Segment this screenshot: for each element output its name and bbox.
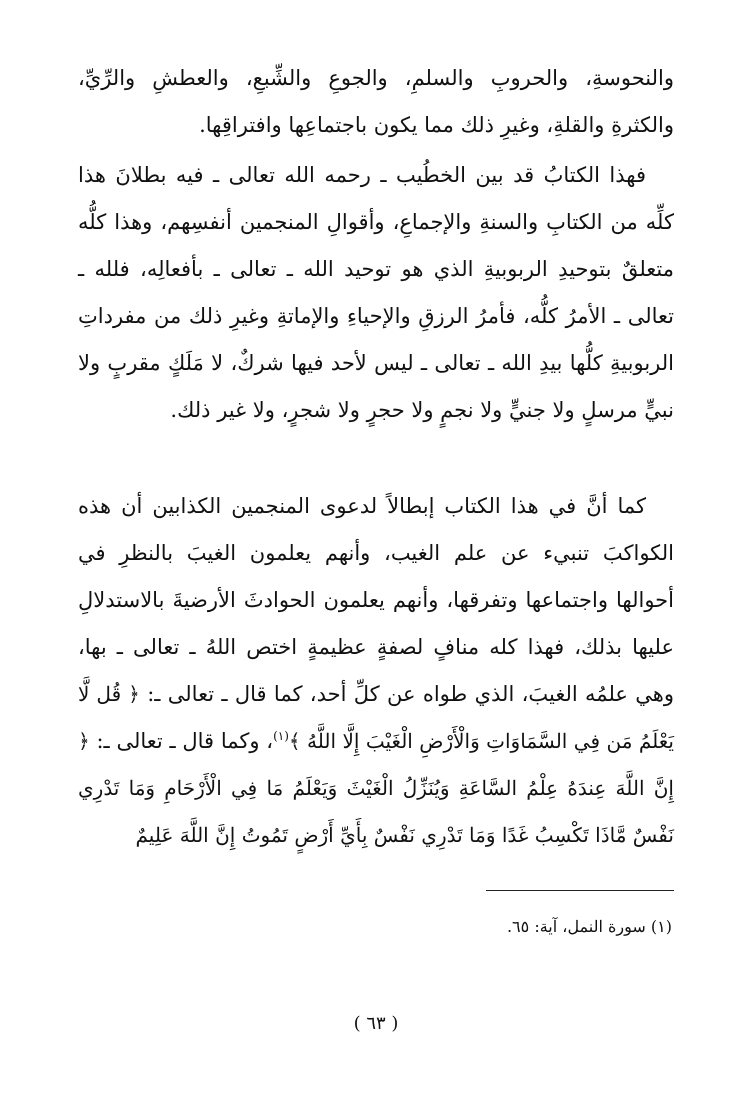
footnote-marker-1: (١) xyxy=(273,729,289,743)
page-number: ( ٦٣ ) xyxy=(353,1013,399,1034)
paragraph-3-text xyxy=(78,483,674,859)
quran-verse-2: ﴿ إِنَّ اللَّهَ عِندَهُ عِلْمُ السَّاعَةِ وَيُنَزِّلُ الْغَيْثَ وَيَعْلَمُ مَا فِي الْأَرْحَامِ وَمَا تَدْرِي نَفْسٌ مَّاذَا تَكْسِبُ غَدًا وَمَا تَدْرِي نَفْسٌ بِأَيِّ أَرْضٍ تَمُوتُ إِنَّ اللَّهَ عَلِيمٌ xyxy=(78,729,674,847)
footnote: (١) سورة النمل، آية: ٦٥. xyxy=(506,917,672,936)
paragraph-2 xyxy=(78,152,674,434)
paragraph-3-intro: كما أنَّ في هذا الكتاب إبطالاً لدعوى المنجمين الكذابين أن هذه الكواكبَ تنبيء عن علم الغيب، وأنهم يعلمون الغيبَ بالنظرِ في أحوالها واجتماعها وتفرقها، وأنهم يعلمون الحوادثَ الأرضيةَ بالاستدلالِ عليها بذلك، فهذا كله منافٍ لصفةٍ عظيمةٍ اختص اللهُ ـ تعالى ـ بها، وهي علمُه الغيبَ، الذي طواه عن كلِّ أحد، كما قال ـ تعالى ـ: xyxy=(78,494,674,706)
quran-verse-1: ﴿ قُل لَّا يَعْلَمُ مَن فِي السَّمَاوَاتِ وَالْأَرْضِ الْغَيْبَ إِلَّا اللَّهُ ﴾ xyxy=(78,682,674,753)
paragraph-3 xyxy=(78,483,674,859)
paragraph-1 xyxy=(78,55,674,149)
paragraph-2-text: فهذا الكتابُ قد بين الخطُيب ـ رحمه الله تعالى ـ فيه بطلانَ هذا كلِّه من الكتابِ والسنةِ والإجماعِ، وأقوالِ المنجمين أنفسِهم، وهذا كلُّه متعلقٌ بتوحيدِ الربوبيةِ الذي هو توحيد الله ـ تعالى ـ بأفعالِه، فلله ـ تعالى ـ الأمرُ كلُّه، فأمرُ الرزقِ والإحياءِ والإماتةِ وغيرِ ذلك من مفرداتِ الربوبيةِ كلُّها بيدِ الله ـ تعالى ـ ليس لأحد فيها شركٌ، لا مَلَكٍ مقربٍ ولا نبيٍّ مرسلٍ ولا جنيٍّ ولا نجمٍ ولا حجرٍ ولا شجرٍ، ولا غير ذلك. xyxy=(78,163,674,422)
paragraph-3-mid: ، وكما قال ـ تعالى ـ: xyxy=(96,729,274,753)
paragraph-1-text: والنحوسةِ، والحروبِ والسلمِ، والجوعِ والشِّبعِ، والعطشِ والرِّيِّ، والكثرةِ والقلةِ، وغيرِ ذلك مما يكون باجتماعِها وافتراقِها. xyxy=(78,66,674,137)
footnote-divider xyxy=(486,890,674,891)
